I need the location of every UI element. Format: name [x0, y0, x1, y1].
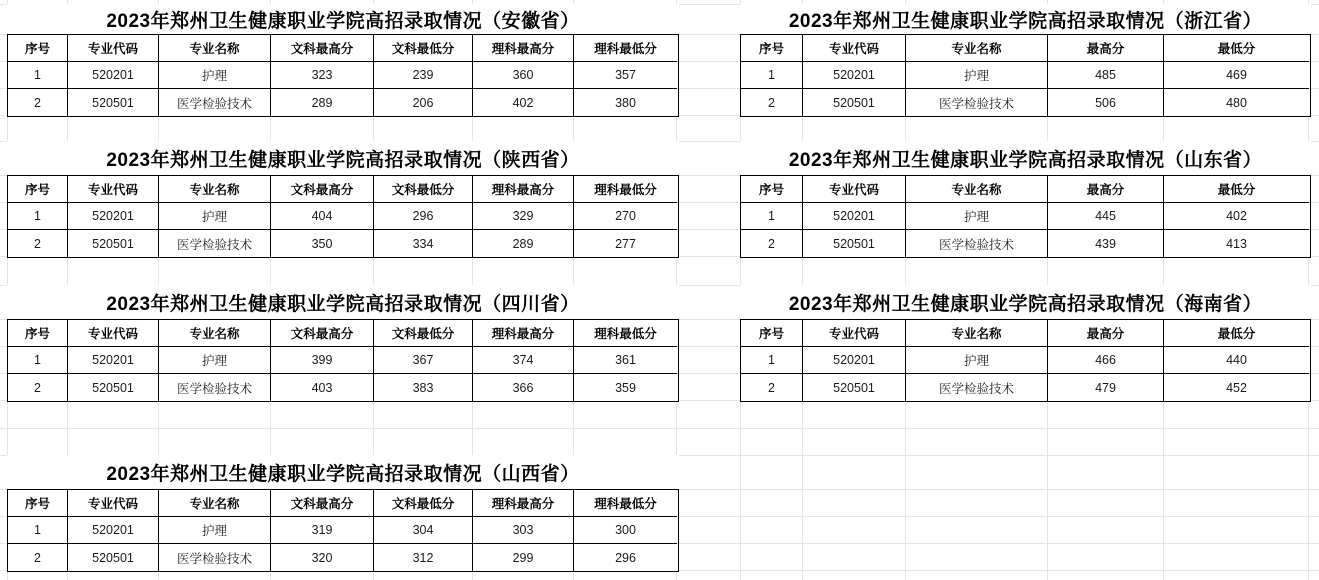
column-header: 理科最低分 — [574, 35, 677, 62]
table-cell: 520501 — [803, 89, 906, 116]
table-block-shandong — [740, 141, 1311, 258]
table-cell: 402 — [473, 89, 574, 116]
table-cell: 520201 — [803, 347, 906, 374]
table-cell: 2 — [8, 544, 68, 571]
table-cell: 520201 — [68, 517, 159, 544]
column-header: 文科最低分 — [374, 176, 473, 203]
table-cell: 277 — [615, 236, 636, 251]
table-cell: 304 — [374, 517, 473, 544]
column-header: 专业代码 — [68, 490, 159, 517]
column-header: 序号 — [8, 490, 68, 517]
table-cell: 469 — [1164, 62, 1309, 89]
table-cell: 357 — [574, 62, 677, 89]
column-header: 理科最低分 — [574, 320, 677, 347]
column-header: 专业名称 — [159, 176, 271, 203]
column-header: 最高分 — [1048, 35, 1164, 62]
table-cell: 367 — [374, 347, 473, 374]
table-cell: 520501 — [68, 374, 159, 401]
table-cell: 374 — [473, 347, 574, 374]
table-cell: 361 — [574, 347, 677, 374]
table-cell: 医学检验技术 — [159, 544, 271, 571]
column-header: 文科最低分 — [374, 35, 473, 62]
column-header: 最低分 — [1164, 176, 1309, 203]
table-cell: 479 — [1048, 374, 1164, 401]
table-cell: 520501 — [803, 374, 906, 401]
table-row — [741, 230, 1310, 257]
table-title-hainan: 2023年郑州卫生健康职业学院高招录取情况（海南省） — [740, 285, 1311, 319]
table-cell: 医学检验技术 — [906, 89, 1048, 116]
table-cell: 404 — [271, 203, 374, 230]
table-row — [8, 89, 678, 116]
table-row — [741, 203, 1310, 230]
table-cell: 2 — [8, 230, 68, 257]
table-row — [8, 374, 678, 401]
column-header: 专业代码 — [68, 320, 159, 347]
table-cell: 383 — [374, 374, 473, 401]
column-header: 专业名称 — [906, 176, 1048, 203]
table-cell: 520201 — [68, 347, 159, 374]
table-row — [8, 230, 678, 257]
column-header: 序号 — [741, 176, 803, 203]
column-header: 文科最高分 — [271, 35, 374, 62]
table-cell: 医学检验技术 — [906, 230, 1048, 257]
column-header: 文科最高分 — [271, 490, 374, 517]
table-block-sichuan — [7, 285, 679, 402]
table-title-anhui: 2023年郑州卫生健康职业学院高招录取情况（安徽省） — [7, 4, 679, 34]
table-cell: 1 — [741, 62, 803, 89]
table-row — [8, 517, 678, 544]
column-header: 序号 — [8, 35, 68, 62]
column-header: 文科最低分 — [374, 490, 473, 517]
table-block-shaanxi — [7, 141, 679, 258]
column-header: 专业代码 — [803, 176, 906, 203]
table-row — [741, 347, 1310, 374]
table-cell: 2 — [741, 89, 803, 116]
table-row — [8, 544, 678, 571]
table-cell: 护理 — [159, 62, 271, 89]
table-cell: 270 — [574, 203, 677, 230]
table-cell: 520501 — [68, 230, 159, 257]
column-header: 专业代码 — [803, 320, 906, 347]
table-cell: 466 — [1048, 347, 1164, 374]
column-header: 理科最高分 — [473, 176, 574, 203]
table-cell: 医学检验技术 — [159, 230, 271, 257]
table-cell: 312 — [374, 544, 473, 571]
table-cell: 402 — [1164, 203, 1309, 230]
table-cell: 480 — [1226, 95, 1247, 110]
column-header: 专业名称 — [159, 490, 271, 517]
table-cell: 350 — [271, 230, 374, 257]
column-header: 文科最高分 — [271, 176, 374, 203]
column-header: 最高分 — [1048, 176, 1164, 203]
column-header: 文科最低分 — [374, 320, 473, 347]
admission-table-anhui — [7, 34, 679, 117]
table-cell: 380 — [615, 95, 636, 110]
table-cell: 506 — [1048, 89, 1164, 116]
table-cell: 520201 — [68, 203, 159, 230]
table-cell: 520201 — [68, 62, 159, 89]
table-cell: 239 — [374, 62, 473, 89]
admission-table-shaanxi — [7, 175, 679, 258]
table-title-sichuan: 2023年郑州卫生健康职业学院高招录取情况（四川省） — [7, 285, 679, 319]
admission-table-shandong — [740, 175, 1311, 258]
table-cell: 1 — [8, 347, 68, 374]
table-cell: 300 — [574, 517, 677, 544]
column-header: 专业名称 — [159, 320, 271, 347]
table-title-zhejiang: 2023年郑州卫生健康职业学院高招录取情况（浙江省） — [740, 4, 1311, 34]
table-cell: 323 — [271, 62, 374, 89]
table-cell: 护理 — [906, 347, 1048, 374]
table-cell: 2 — [741, 374, 803, 401]
table-cell: 303 — [473, 517, 574, 544]
table-cell: 329 — [473, 203, 574, 230]
table-cell: 护理 — [159, 347, 271, 374]
column-header: 序号 — [741, 320, 803, 347]
table-cell: 445 — [1048, 203, 1164, 230]
column-header: 最低分 — [1164, 35, 1309, 62]
column-header: 文科最高分 — [271, 320, 374, 347]
table-cell: 护理 — [159, 517, 271, 544]
admission-table-hainan — [740, 319, 1311, 402]
admission-table-sichuan — [7, 319, 679, 402]
table-title-shanxi: 2023年郑州卫生健康职业学院高招录取情况（山西省） — [7, 455, 679, 489]
column-header: 理科最低分 — [574, 176, 677, 203]
table-row — [741, 89, 1310, 116]
admission-table-zhejiang — [740, 34, 1311, 117]
table-cell: 485 — [1048, 62, 1164, 89]
table-cell: 520501 — [68, 89, 159, 116]
table-cell: 520201 — [803, 62, 906, 89]
table-cell: 520201 — [803, 203, 906, 230]
table-block-zhejiang — [740, 4, 1311, 117]
column-header: 最低分 — [1164, 320, 1309, 347]
column-header: 理科最高分 — [473, 320, 574, 347]
column-header: 专业名称 — [906, 320, 1048, 347]
table-cell: 296 — [374, 203, 473, 230]
table-cell: 2 — [741, 230, 803, 257]
column-header: 专业代码 — [68, 176, 159, 203]
table-block-shanxi — [7, 455, 679, 572]
table-cell: 360 — [473, 62, 574, 89]
table-cell: 1 — [8, 517, 68, 544]
table-cell: 289 — [271, 89, 374, 116]
table-cell: 1 — [8, 203, 68, 230]
table-block-anhui — [7, 4, 679, 117]
table-row — [8, 203, 678, 230]
column-header: 理科最高分 — [473, 35, 574, 62]
table-cell: 520501 — [803, 230, 906, 257]
table-title-shandong: 2023年郑州卫生健康职业学院高招录取情况（山东省） — [740, 141, 1311, 175]
table-cell: 2 — [8, 89, 68, 116]
column-header: 专业代码 — [68, 35, 159, 62]
column-header: 序号 — [741, 35, 803, 62]
admission-table-shanxi — [7, 489, 679, 572]
table-cell: 319 — [271, 517, 374, 544]
table-cell: 413 — [1226, 236, 1247, 251]
table-cell: 520501 — [68, 544, 159, 571]
table-title-shaanxi: 2023年郑州卫生健康职业学院高招录取情况（陕西省） — [7, 141, 679, 175]
table-cell: 366 — [473, 374, 574, 401]
column-header: 序号 — [8, 320, 68, 347]
column-header: 理科最低分 — [574, 490, 677, 517]
gridline-horizontal — [0, 428, 1319, 429]
table-cell: 399 — [271, 347, 374, 374]
table-cell: 320 — [271, 544, 374, 571]
table-cell: 206 — [374, 89, 473, 116]
column-header: 专业代码 — [803, 35, 906, 62]
table-cell: 护理 — [906, 62, 1048, 89]
table-cell: 334 — [374, 230, 473, 257]
table-cell: 1 — [8, 62, 68, 89]
table-cell: 289 — [473, 230, 574, 257]
table-cell: 1 — [741, 347, 803, 374]
table-row — [8, 347, 678, 374]
column-header: 专业名称 — [906, 35, 1048, 62]
table-cell: 护理 — [159, 203, 271, 230]
column-header: 专业名称 — [159, 35, 271, 62]
table-cell: 2 — [8, 374, 68, 401]
table-block-hainan — [740, 285, 1311, 402]
table-cell: 403 — [271, 374, 374, 401]
table-row — [8, 62, 678, 89]
table-cell: 439 — [1048, 230, 1164, 257]
table-cell: 医学检验技术 — [906, 374, 1048, 401]
table-cell: 护理 — [906, 203, 1048, 230]
table-row — [741, 374, 1310, 401]
table-cell: 299 — [473, 544, 574, 571]
column-header: 最高分 — [1048, 320, 1164, 347]
table-cell: 440 — [1164, 347, 1309, 374]
table-row — [741, 62, 1310, 89]
table-cell: 医学检验技术 — [159, 374, 271, 401]
table-cell: 359 — [615, 380, 636, 395]
table-cell: 452 — [1226, 380, 1247, 395]
table-cell: 医学检验技术 — [159, 89, 271, 116]
column-header: 理科最高分 — [473, 490, 574, 517]
table-cell: 1 — [741, 203, 803, 230]
column-header: 序号 — [8, 176, 68, 203]
table-cell: 296 — [615, 550, 636, 565]
